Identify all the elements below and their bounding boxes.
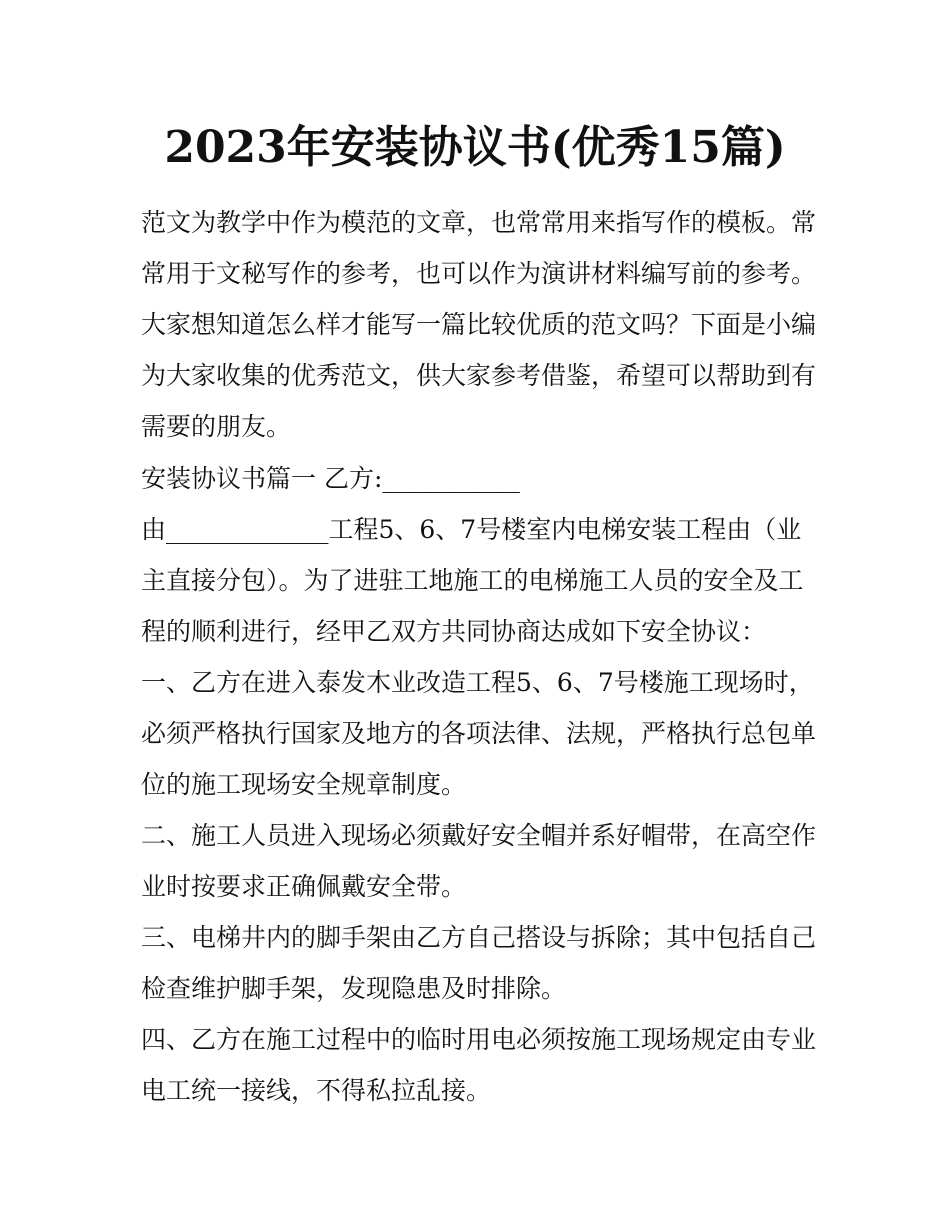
clause-1-line: 一、乙方在进入泰发木业改造工程5、6、7号楼施工现场时， (141, 668, 814, 697)
paragraph-line: 常用于文秘写作的参考，也可以作为演讲材料编写前的参考。 (141, 259, 817, 288)
clause-2-line: 业时按要求正确佩戴安全带。 (141, 872, 467, 901)
section-heading: 安装协议书篇一 乙方:___________ (141, 464, 520, 493)
paragraph-line: 主直接分包）。为了进驻工地施工的电梯施工人员的安全及工 (141, 566, 804, 595)
paragraph-line: 为大家收集的优秀范文，供大家参考借鉴，希望可以帮助到有 (141, 361, 817, 390)
clause-4-line: 电工统一接线，不得私拉乱接。 (141, 1076, 492, 1105)
paragraph-line: 范文为教学中作为模范的文章，也常常用来指写作的模板。常 (141, 208, 817, 237)
paragraph-line: 需要的朋友。 (141, 412, 292, 441)
paragraph-line: 大家想知道怎么样才能写一篇比较优质的范文吗？下面是小编 (141, 310, 817, 339)
clause-3-line: 检查维护脚手架，发现隐患及时排除。 (141, 974, 567, 1003)
clause-1-line: 位的施工现场安全规章制度。 (141, 770, 467, 799)
paragraph-line: 由_____________工程5、6、7号楼室内电梯安装工程由（业 (141, 515, 802, 544)
paragraph-line: 程的顺利进行，经甲乙双方共同协商达成如下安全协议： (141, 617, 767, 646)
document-title: 2023年安装协议书(优秀15篇) (164, 122, 786, 173)
clause-3-line: 三、电梯井内的脚手架由乙方自己搭设与拆除；其中包括自己 (141, 923, 817, 952)
clause-2-line: 二、施工人员进入现场必须戴好安全帽并系好帽带，在高空作 (141, 821, 817, 850)
clause-1-line: 必须严格执行国家及地方的各项法律、法规，严格执行总包单 (141, 719, 817, 748)
clause-4-line: 四、乙方在施工过程中的临时用电必须按施工现场规定由专业 (141, 1025, 817, 1054)
